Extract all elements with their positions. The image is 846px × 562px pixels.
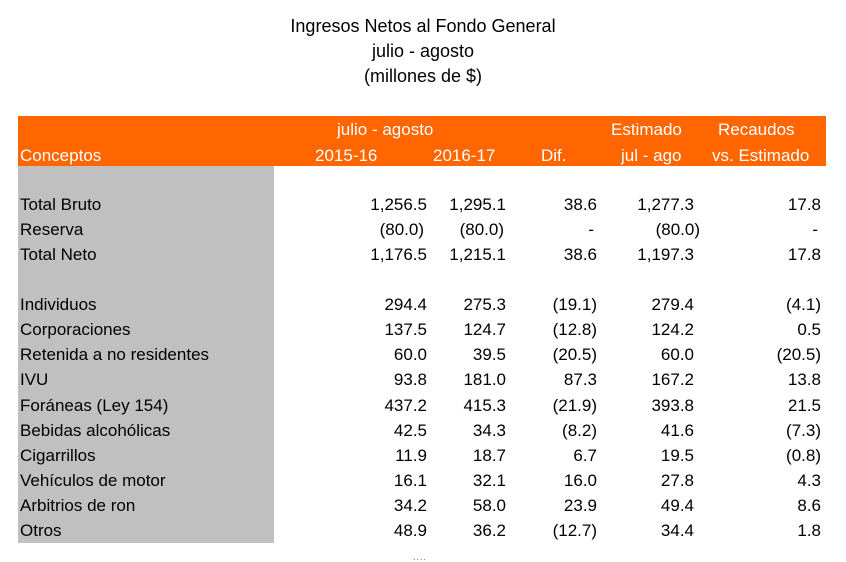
value-estimado: 49.4: [660, 496, 694, 515]
page-break-mark: ....: [413, 552, 428, 562]
value-dif: (19.1): [552, 295, 597, 314]
value-estimado: 1,197.3: [637, 245, 694, 264]
value-2016: 124.7: [463, 320, 506, 339]
value-2016: 18.7: [472, 446, 506, 465]
table-row: [0, 195, 846, 219]
header-conceptos: Conceptos: [20, 146, 102, 165]
value-estimado: 19.5: [660, 446, 694, 465]
value-vs-estimado: 21.5: [787, 396, 821, 415]
value-dif: -: [588, 220, 594, 239]
table-row: [0, 370, 846, 394]
value-dif: 38.6: [563, 245, 597, 264]
header-jul-ago: jul - ago: [621, 146, 682, 165]
value-estimado: 60.0: [660, 345, 694, 364]
value-estimado: 27.8: [660, 471, 694, 490]
value-vs-estimado: 13.8: [787, 370, 821, 389]
row-label: Total Bruto: [20, 195, 102, 214]
value-vs-estimado: 8.6: [797, 496, 821, 515]
value-vs-estimado: -: [812, 220, 818, 239]
header-estimado: Estimado: [611, 120, 682, 139]
row-label: Otros: [20, 521, 62, 540]
value-2015: 137.5: [384, 320, 427, 339]
value-dif: 38.6: [563, 195, 597, 214]
value-2016: 275.3: [463, 295, 506, 314]
value-2015: 48.9: [393, 521, 427, 540]
value-2016: 1,215.1: [449, 245, 506, 264]
header-vs-estimado: vs. Estimado: [712, 146, 810, 165]
header-year-2015: 2015-16: [315, 146, 378, 165]
row-label: Cigarrillos: [20, 446, 96, 465]
value-2015: 93.8: [393, 370, 427, 389]
value-estimado: 393.8: [651, 396, 694, 415]
table-row: [0, 496, 846, 520]
header-dif: Dif.: [541, 146, 567, 165]
row-label: Retenida a no residentes: [20, 345, 210, 364]
value-estimado: 167.2: [651, 370, 694, 389]
value-2015: 294.4: [384, 295, 427, 314]
report-period: julio - agosto: [371, 41, 475, 61]
value-2016: (80.0): [459, 220, 504, 239]
value-2016: 39.5: [472, 345, 506, 364]
value-estimado: 1,277.3: [637, 195, 694, 214]
table-row: [0, 345, 846, 369]
table-row: [0, 421, 846, 445]
row-label: Total Neto: [20, 245, 97, 264]
value-estimado: 279.4: [651, 295, 694, 314]
value-estimado: 34.4: [660, 521, 694, 540]
value-dif: (12.8): [552, 320, 597, 339]
value-estimado: 41.6: [660, 421, 694, 440]
value-2016: 58.0: [472, 496, 506, 515]
row-label: IVU: [20, 370, 49, 389]
value-vs-estimado: 1.8: [797, 521, 821, 540]
value-2015: 42.5: [393, 421, 427, 440]
value-dif: (8.2): [562, 421, 597, 440]
value-2016: 415.3: [463, 396, 506, 415]
value-2016: 1,295.1: [449, 195, 506, 214]
value-2016: 36.2: [472, 521, 506, 540]
header-group-period: julio - agosto: [337, 120, 434, 139]
value-vs-estimado: (7.3): [786, 421, 821, 440]
value-estimado: (80.0): [655, 220, 700, 239]
row-label: Foráneas (Ley 154): [20, 396, 169, 415]
value-dif: 87.3: [563, 370, 597, 389]
table-row: [0, 320, 846, 344]
value-vs-estimado: (20.5): [776, 345, 821, 364]
row-label: Arbitrios de ron: [20, 496, 136, 515]
table-row: [0, 521, 846, 545]
table-row: [0, 396, 846, 420]
value-dif: 16.0: [563, 471, 597, 490]
value-dif: 6.7: [573, 446, 597, 465]
value-dif: (20.5): [552, 345, 597, 364]
value-2015: 60.0: [393, 345, 427, 364]
value-2015: 1,256.5: [370, 195, 427, 214]
value-vs-estimado: (0.8): [786, 446, 821, 465]
table-row: [0, 220, 846, 244]
row-label: Corporaciones: [20, 320, 131, 339]
header-year-2016: 2016-17: [433, 146, 496, 165]
report-units: (millones de $): [363, 66, 483, 86]
value-2015: 16.1: [393, 471, 427, 490]
value-2015: 437.2: [384, 396, 427, 415]
value-dif: 23.9: [563, 496, 597, 515]
table-row: [0, 471, 846, 495]
header-recaudos: Recaudos: [718, 120, 795, 139]
row-label: Individuos: [20, 295, 97, 314]
value-2015: (80.0): [379, 220, 424, 239]
value-2015: 1,176.5: [370, 245, 427, 264]
value-2016: 34.3: [472, 421, 506, 440]
row-label: Bebidas alcohólicas: [20, 421, 171, 440]
value-2015: 34.2: [393, 496, 427, 515]
value-estimado: 124.2: [651, 320, 694, 339]
row-label: Reserva: [20, 220, 84, 239]
value-2015: 11.9: [395, 446, 427, 465]
report-title: Ingresos Netos al Fondo General: [290, 16, 556, 36]
table-row: [0, 245, 846, 269]
value-vs-estimado: 0.5: [797, 320, 821, 339]
value-vs-estimado: 4.3: [797, 471, 821, 490]
value-dif: (21.9): [552, 396, 597, 415]
row-label: Vehículos de motor: [20, 471, 166, 490]
value-vs-estimado: (4.1): [786, 295, 821, 314]
value-2016: 32.1: [472, 471, 506, 490]
value-dif: (12.7): [552, 521, 597, 540]
value-vs-estimado: 17.8: [787, 195, 821, 214]
table-row: [0, 295, 846, 319]
value-2016: 181.0: [463, 370, 506, 389]
table-row: [0, 446, 846, 470]
value-vs-estimado: 17.8: [787, 245, 821, 264]
